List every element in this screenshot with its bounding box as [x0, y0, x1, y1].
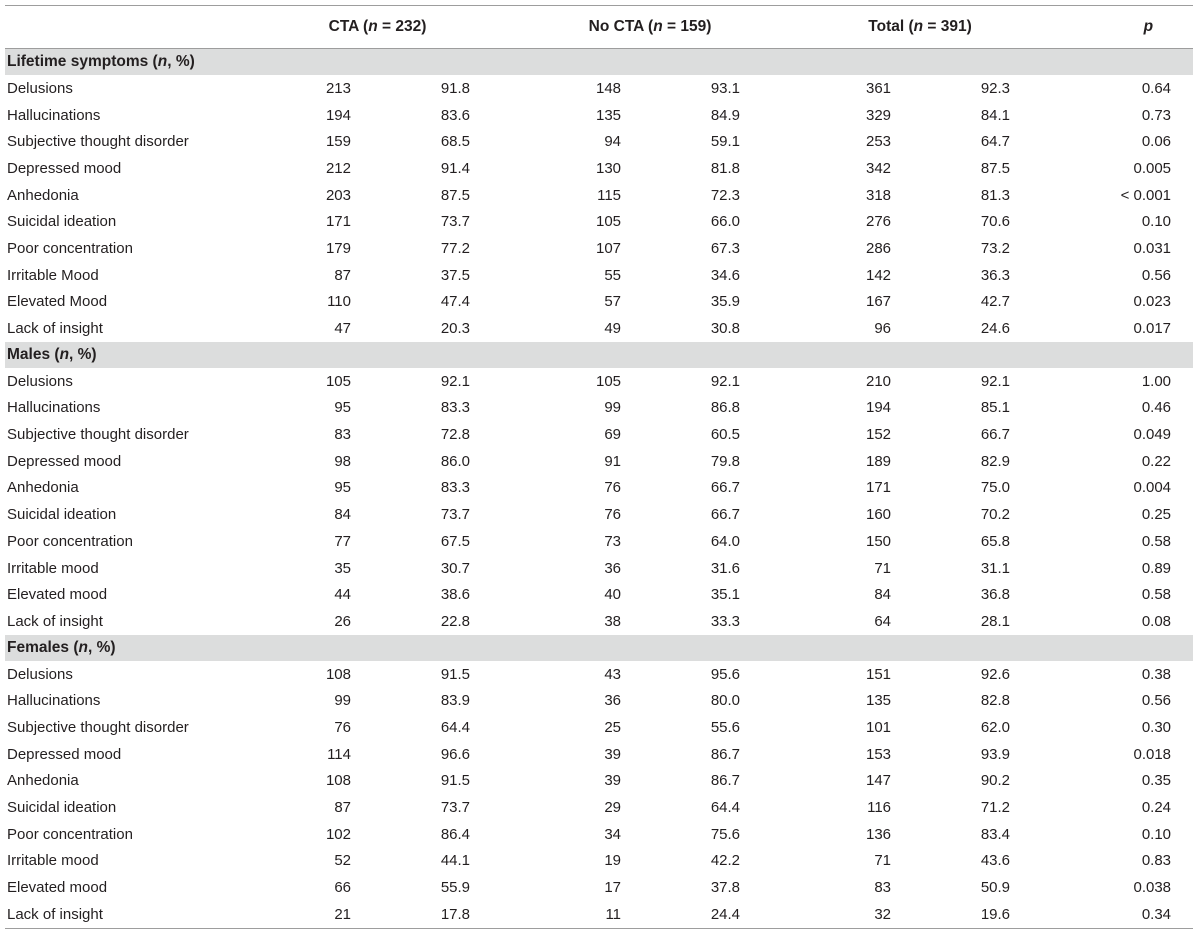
- total-n: 210: [866, 372, 892, 390]
- header-cta: CTA (n = 232): [240, 6, 515, 49]
- table-row: [5, 128, 1193, 155]
- p-value: 1.00: [1141, 372, 1172, 390]
- cta-n: 99: [334, 692, 351, 710]
- p-value: 0.64: [1141, 79, 1172, 97]
- cta-n: 44: [334, 586, 351, 604]
- table-row: [5, 555, 1193, 582]
- cta-n: 114: [327, 745, 351, 763]
- nocta-pct: 24.4: [625, 901, 785, 928]
- cta-n: 47: [334, 320, 351, 338]
- cta-pct: 86.0: [440, 452, 471, 470]
- cta-pct: 91.4: [440, 159, 471, 177]
- symptoms-table: [5, 5, 1193, 929]
- row-label: Depressed mood: [7, 452, 122, 470]
- nocta-pct: 79.8: [710, 452, 741, 470]
- total-pct: 92.1: [980, 372, 1011, 390]
- table-row: [5, 687, 1193, 714]
- total-n: 101: [866, 718, 892, 736]
- total-pct: 70.6: [980, 213, 1011, 231]
- p-value: 0.56: [1141, 266, 1172, 284]
- table-row: [5, 421, 1193, 448]
- table-row: [5, 395, 1193, 422]
- total-pct: 92.3: [980, 79, 1011, 97]
- row-label: Anhedonia: [7, 186, 79, 204]
- table-row: [5, 714, 1193, 741]
- row-label: Suicidal ideation: [7, 213, 117, 231]
- nocta-n: 135: [595, 106, 622, 124]
- total-n: 171: [866, 479, 892, 497]
- cta-pct: 47.4: [440, 293, 471, 311]
- row-label: Lack of insight: [5, 901, 240, 928]
- nocta-n: 105: [595, 372, 622, 390]
- nocta-pct: 92.1: [710, 372, 741, 390]
- nocta-n: 57: [604, 293, 622, 311]
- total-n: 32: [785, 901, 895, 928]
- row-label: Irritable mood: [7, 559, 99, 577]
- total-pct: 85.1: [980, 399, 1011, 417]
- row-label: Irritable Mood: [7, 266, 99, 284]
- row-label: Delusions: [7, 79, 73, 97]
- table-row: [5, 608, 1193, 635]
- total-pct: 75.0: [980, 479, 1011, 497]
- total-n: 167: [866, 293, 892, 311]
- table-row: [5, 768, 1193, 795]
- table-row: [5, 102, 1193, 129]
- cta-n: 108: [325, 772, 351, 790]
- row-label: Delusions: [7, 372, 73, 390]
- nocta-pct: 34.6: [710, 266, 741, 284]
- cta-pct: 55.9: [440, 879, 471, 897]
- nocta-pct: 35.9: [710, 293, 741, 311]
- section-title: Females (n, %): [5, 635, 1193, 661]
- cta-n: 84: [334, 506, 351, 524]
- nocta-n: 49: [604, 320, 622, 338]
- cta-n: 21: [240, 901, 355, 928]
- header-blank: [5, 6, 240, 49]
- total-n: 71: [874, 852, 892, 870]
- total-pct: 64.7: [980, 133, 1011, 151]
- table-row: [5, 475, 1193, 502]
- nocta-pct: 75.6: [710, 825, 741, 843]
- total-n: 160: [866, 506, 892, 524]
- cta-n: 76: [334, 718, 351, 736]
- total-pct: 83.4: [980, 825, 1011, 843]
- total-n: 96: [874, 320, 892, 338]
- nocta-n: 105: [595, 213, 622, 231]
- nocta-pct: 86.7: [710, 745, 741, 763]
- nocta-n: 76: [604, 479, 622, 497]
- p-value: 0.06: [1141, 133, 1172, 151]
- nocta-n: 17: [604, 879, 622, 897]
- row-label: Depressed mood: [7, 745, 122, 763]
- cta-n: 35: [334, 559, 351, 577]
- total-pct: 93.9: [980, 745, 1011, 763]
- cta-n: 110: [327, 293, 351, 311]
- p-value: 0.24: [1141, 799, 1172, 817]
- p-value: 0.004: [1133, 479, 1172, 497]
- p-value: 0.30: [1141, 718, 1172, 736]
- p-value: 0.031: [1133, 239, 1172, 257]
- nocta-n: 73: [604, 532, 622, 550]
- total-n: 153: [866, 745, 892, 763]
- p-value: 0.023: [1133, 293, 1172, 311]
- total-pct: 62.0: [980, 718, 1011, 736]
- total-n: 286: [866, 239, 892, 257]
- total-n: 150: [866, 532, 892, 550]
- p-value: 0.10: [1141, 213, 1172, 231]
- header-total: Total (n = 391): [785, 6, 1055, 49]
- cta-n: 66: [334, 879, 351, 897]
- total-pct: 65.8: [980, 532, 1011, 550]
- nocta-n: 148: [595, 79, 622, 97]
- cta-pct: 17.8: [355, 901, 515, 928]
- p-value: 0.005: [1133, 159, 1172, 177]
- total-pct: 28.1: [980, 612, 1011, 630]
- nocta-n: 40: [604, 586, 622, 604]
- cta-n: 87: [334, 799, 351, 817]
- table-row: [5, 848, 1193, 875]
- total-n: 151: [866, 665, 892, 683]
- total-pct: 73.2: [980, 239, 1011, 257]
- table-row: [5, 794, 1193, 821]
- p-value: 0.58: [1141, 532, 1172, 550]
- table-row: [5, 368, 1193, 395]
- total-n: 253: [866, 133, 892, 151]
- total-n: 318: [866, 186, 892, 204]
- total-n: 276: [866, 213, 892, 231]
- nocta-pct: 60.5: [710, 426, 741, 444]
- nocta-n: 19: [604, 852, 622, 870]
- total-pct: 43.6: [980, 852, 1011, 870]
- total-pct: 24.6: [980, 320, 1011, 338]
- cta-pct: 22.8: [440, 612, 471, 630]
- total-pct: 81.3: [980, 186, 1011, 204]
- nocta-n: 29: [604, 799, 622, 817]
- total-n: 84: [874, 586, 892, 604]
- cta-pct: 73.7: [440, 799, 471, 817]
- cta-pct: 87.5: [440, 186, 471, 204]
- nocta-pct: 66.0: [710, 213, 741, 231]
- cta-n: 108: [325, 665, 351, 683]
- total-n: 342: [866, 159, 892, 177]
- nocta-pct: 30.8: [710, 320, 741, 338]
- nocta-pct: 31.6: [710, 559, 741, 577]
- p-value: 0.22: [1141, 452, 1172, 470]
- total-n: 361: [866, 79, 892, 97]
- row-label: Lack of insight: [7, 320, 103, 338]
- cta-n: 26: [334, 612, 351, 630]
- nocta-n: 34: [604, 825, 622, 843]
- cta-n: 105: [325, 372, 351, 390]
- p-value: 0.46: [1141, 399, 1172, 417]
- nocta-pct: 66.7: [710, 479, 741, 497]
- cta-pct: 20.3: [440, 320, 471, 338]
- total-n: 142: [866, 266, 892, 284]
- row-label: Elevated Mood: [7, 293, 108, 311]
- cta-pct: 96.6: [440, 745, 471, 763]
- p-value: 0.34: [1055, 901, 1193, 928]
- total-pct: 87.5: [980, 159, 1011, 177]
- nocta-n: 99: [604, 399, 622, 417]
- nocta-n: 39: [604, 745, 622, 763]
- cta-n: 98: [334, 452, 351, 470]
- header-row: [5, 6, 1193, 49]
- nocta-pct: 55.6: [710, 718, 741, 736]
- row-label: Lack of insight: [7, 612, 103, 630]
- cta-pct: 83.3: [440, 399, 471, 417]
- total-n: 152: [866, 426, 892, 444]
- cta-pct: 73.7: [440, 506, 471, 524]
- cta-pct: 64.4: [440, 718, 471, 736]
- header-p: p: [1055, 6, 1193, 49]
- nocta-pct: 84.9: [710, 106, 741, 124]
- nocta-pct: 35.1: [710, 586, 741, 604]
- total-pct: 19.6: [895, 901, 1055, 928]
- table-row: [5, 581, 1193, 608]
- cta-pct: 92.1: [440, 372, 471, 390]
- nocta-n: 91: [604, 452, 622, 470]
- row-label: Hallucinations: [7, 106, 101, 124]
- cta-pct: 91.8: [440, 79, 471, 97]
- symptoms-table-container: [5, 5, 1193, 929]
- header-no-cta: No CTA (n = 159): [515, 6, 785, 49]
- table-row: [5, 901, 1193, 928]
- nocta-n: 39: [604, 772, 622, 790]
- row-label: Suicidal ideation: [7, 506, 117, 524]
- section-header-row: [5, 342, 1193, 368]
- total-pct: 31.1: [980, 559, 1011, 577]
- table-row: [5, 289, 1193, 316]
- row-label: Suicidal ideation: [7, 799, 117, 817]
- cta-pct: 30.7: [440, 559, 471, 577]
- cta-pct: 38.6: [440, 586, 471, 604]
- cta-n: 87: [334, 266, 351, 284]
- table-row: [5, 661, 1193, 688]
- total-n: 83: [874, 879, 892, 897]
- p-value: 0.35: [1141, 772, 1172, 790]
- total-pct: 50.9: [980, 879, 1011, 897]
- cta-pct: 37.5: [440, 266, 471, 284]
- p-value: 0.018: [1133, 745, 1172, 763]
- nocta-n: 38: [604, 612, 622, 630]
- row-label: Poor concentration: [7, 532, 133, 550]
- nocta-n: 69: [604, 426, 622, 444]
- nocta-n: 76: [604, 506, 622, 524]
- row-label: Elevated mood: [7, 879, 108, 897]
- total-pct: 70.2: [980, 506, 1011, 524]
- nocta-pct: 81.8: [710, 159, 741, 177]
- cta-pct: 77.2: [440, 239, 471, 257]
- nocta-n: 11: [515, 901, 625, 928]
- table-row: [5, 75, 1193, 102]
- row-label: Anhedonia: [7, 772, 79, 790]
- cta-pct: 68.5: [440, 133, 471, 151]
- section-header-row: [5, 49, 1193, 76]
- nocta-pct: 86.8: [710, 399, 741, 417]
- p-value: 0.56: [1141, 692, 1172, 710]
- total-n: 135: [866, 692, 892, 710]
- table-row: [5, 262, 1193, 289]
- cta-pct: 72.8: [440, 426, 471, 444]
- cta-n: 159: [325, 133, 351, 151]
- nocta-n: 25: [604, 718, 622, 736]
- nocta-pct: 66.7: [710, 506, 741, 524]
- nocta-pct: 64.0: [710, 532, 741, 550]
- total-pct: 36.8: [980, 586, 1011, 604]
- nocta-pct: 67.3: [710, 239, 741, 257]
- nocta-n: 43: [604, 665, 622, 683]
- cta-pct: 83.3: [440, 479, 471, 497]
- cta-pct: 91.5: [440, 772, 471, 790]
- cta-n: 102: [325, 825, 351, 843]
- nocta-n: 94: [604, 133, 622, 151]
- table-row: [5, 501, 1193, 528]
- row-label: Poor concentration: [7, 239, 133, 257]
- p-value: 0.73: [1141, 106, 1172, 124]
- table-row: [5, 155, 1193, 182]
- table-row: [5, 235, 1193, 262]
- total-pct: 82.9: [980, 452, 1011, 470]
- p-value: < 0.001: [1120, 186, 1172, 204]
- row-label: Poor concentration: [7, 825, 133, 843]
- cta-n: 203: [325, 186, 351, 204]
- p-value: 0.25: [1141, 506, 1172, 524]
- nocta-n: 107: [595, 239, 622, 257]
- nocta-pct: 33.3: [710, 612, 741, 630]
- nocta-pct: 59.1: [710, 133, 741, 151]
- row-label: Elevated mood: [7, 586, 108, 604]
- nocta-pct: 80.0: [710, 692, 741, 710]
- cta-n: 179: [325, 239, 351, 257]
- table-row: [5, 874, 1193, 901]
- cta-n: 171: [325, 213, 351, 231]
- cta-n: 95: [334, 399, 351, 417]
- total-n: 329: [866, 106, 892, 124]
- table-row: [5, 821, 1193, 848]
- row-label: Subjective thought disorder: [7, 718, 189, 736]
- cta-pct: 67.5: [440, 532, 471, 550]
- total-n: 189: [866, 452, 892, 470]
- table-row: [5, 448, 1193, 475]
- total-pct: 66.7: [980, 426, 1011, 444]
- p-value: 0.58: [1141, 586, 1172, 604]
- p-value: 0.89: [1141, 559, 1172, 577]
- total-n: 71: [874, 559, 892, 577]
- total-pct: 90.2: [980, 772, 1011, 790]
- row-label: Delusions: [7, 665, 73, 683]
- cta-n: 213: [325, 79, 351, 97]
- row-label: Irritable mood: [7, 852, 99, 870]
- table-row: [5, 315, 1193, 342]
- cta-n: 52: [334, 852, 351, 870]
- total-n: 64: [874, 612, 892, 630]
- total-pct: 36.3: [980, 266, 1011, 284]
- nocta-pct: 37.8: [710, 879, 741, 897]
- row-label: Anhedonia: [7, 479, 79, 497]
- total-pct: 71.2: [980, 799, 1011, 817]
- p-value: 0.017: [1133, 320, 1172, 338]
- total-n: 147: [866, 772, 892, 790]
- p-value: 0.10: [1141, 825, 1172, 843]
- table-body: [5, 49, 1193, 929]
- table-row: [5, 528, 1193, 555]
- cta-pct: 73.7: [440, 213, 471, 231]
- cta-n: 95: [334, 479, 351, 497]
- cta-pct: 86.4: [440, 825, 471, 843]
- section-header-row: [5, 635, 1193, 661]
- row-label: Hallucinations: [7, 692, 101, 710]
- cta-pct: 44.1: [440, 852, 471, 870]
- total-pct: 82.8: [980, 692, 1011, 710]
- nocta-n: 36: [604, 692, 622, 710]
- p-value: 0.83: [1141, 852, 1172, 870]
- nocta-n: 115: [597, 186, 622, 204]
- cta-pct: 83.6: [440, 106, 471, 124]
- nocta-pct: 72.3: [710, 186, 741, 204]
- nocta-pct: 64.4: [710, 799, 741, 817]
- total-n: 194: [866, 399, 892, 417]
- row-label: Hallucinations: [7, 399, 101, 417]
- nocta-pct: 86.7: [710, 772, 741, 790]
- cta-n: 77: [334, 532, 351, 550]
- nocta-n: 130: [595, 159, 622, 177]
- total-n: 116: [867, 799, 892, 817]
- cta-n: 212: [325, 159, 351, 177]
- nocta-n: 55: [604, 266, 622, 284]
- cta-n: 83: [334, 426, 351, 444]
- total-pct: 84.1: [980, 106, 1011, 124]
- cta-pct: 91.5: [440, 665, 471, 683]
- cta-n: 194: [325, 106, 351, 124]
- section-title: Lifetime symptoms (n, %): [5, 49, 1193, 76]
- p-value: 0.08: [1141, 612, 1172, 630]
- table-row: [5, 741, 1193, 768]
- row-label: Depressed mood: [7, 159, 122, 177]
- table-row: [5, 182, 1193, 209]
- total-n: 136: [866, 825, 892, 843]
- cta-pct: 83.9: [440, 692, 471, 710]
- nocta-pct: 95.6: [710, 665, 741, 683]
- p-value: 0.049: [1133, 426, 1172, 444]
- nocta-pct: 93.1: [710, 79, 741, 97]
- total-pct: 92.6: [980, 665, 1011, 683]
- row-label: Subjective thought disorder: [7, 133, 189, 151]
- section-title: Males (n, %): [5, 342, 1193, 368]
- table-row: [5, 208, 1193, 235]
- row-label: Subjective thought disorder: [7, 426, 189, 444]
- total-pct: 42.7: [980, 293, 1011, 311]
- p-value: 0.038: [1133, 879, 1172, 897]
- nocta-pct: 42.2: [710, 852, 741, 870]
- p-value: 0.38: [1141, 665, 1172, 683]
- nocta-n: 36: [604, 559, 622, 577]
